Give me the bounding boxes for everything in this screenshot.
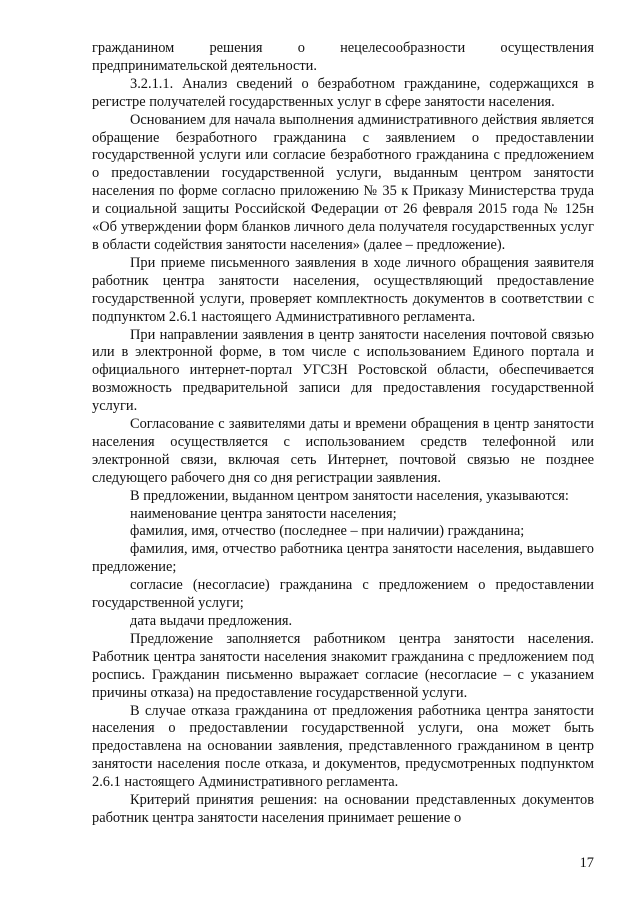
page-number: 17 [579, 855, 594, 871]
paragraph-10: Критерий принятия решения: на основании представленных документов работник центра занятости населения принимает решение о [92, 792, 594, 826]
paragraph-9: В случае отказа гражданина от предложения работника центра занятости населения о предоставлении государственной услуги, она может быть предоставлена на основании заявления, представленного гражданином в центр занятости населения после отказа, и документов, предусмотренных подпунктом 2.6.1 настоящего Административного регламента. [92, 702, 594, 791]
list-item-5: дата выдачи предложения. [130, 613, 293, 629]
paragraph-5: При направлении заявления в центр занятости населения почтовой связью или в электронной форме, в том числе с использованием Единого портала и официального интернет-портал УГСЗН Ростовской области, обеспечивается возможность предварительной записи для предоставления государственной услуги. [92, 326, 594, 415]
list-item-2: фамилия, имя, отчество (последнее – при наличии) гражданина; [130, 523, 525, 540]
paragraph-7: В предложении, выданном центром занятости населения, указываются: [130, 487, 569, 504]
list-item-3: фамилия, имя, отчество работника центра занятости населения, выдавшего предложение; [92, 541, 594, 576]
paragraph-4: При приеме письменного заявления в ходе личного обращения заявителя работник центра занятости населения, осуществляющий предоставление государственной услуги, проверяет комплектность документов в соответствии с подпунктом 2.6.1 настоящего Административного регламента. [92, 254, 594, 325]
list-item-4: согласие (несогласие) гражданина с предложением о предоставлении государственной услуги; [92, 577, 594, 612]
paragraph-8: Предложение заполняется работником центра занятости населения. Работник центра занятости населения знакомит гражданина с предложением под роспись. Гражданин письменно выражает согласие (несогласие – с указанием причины отказа) на предоставление государственной услуги. [92, 630, 594, 701]
document-body [92, 40, 594, 828]
paragraph-6: Согласование с заявителями даты и времени обращения в центр занятости населения осуществляется с использованием средств телефонной или электронной связи, включая сеть Интернет, почтовой связью не позднее следующего рабочего дня со дня регистрации заявления. [92, 416, 594, 486]
list-item-1: наименование центра занятости населения; [130, 505, 397, 522]
paragraph-3: Основанием для начала выполнения административного действия является обращение безработного гражданина с заявлением о предоставлении государственной услуги или согласие безработного гражданина с предложением о предоставлении государственной услуги, выданным центром занятости населения по форме согласно приложению № 35 к Приказу Министерства труда и социальной защиты Российской Федерации от 26 февраля 2015 года № 125н «Об утверждении форм бланков личного дела получателя государственных услуг в области содействия занятости населения» (далее – предложение). [92, 111, 594, 253]
paragraph-1: гражданином решения о нецелесообразности осуществления предпринимательской деятельности. [92, 40, 594, 74]
paragraph-2: 3.2.1.1. Анализ сведений о безработном гражданине, содержащихся в регистре получателей государственных услуг в сфере занятости населения. [92, 75, 594, 110]
